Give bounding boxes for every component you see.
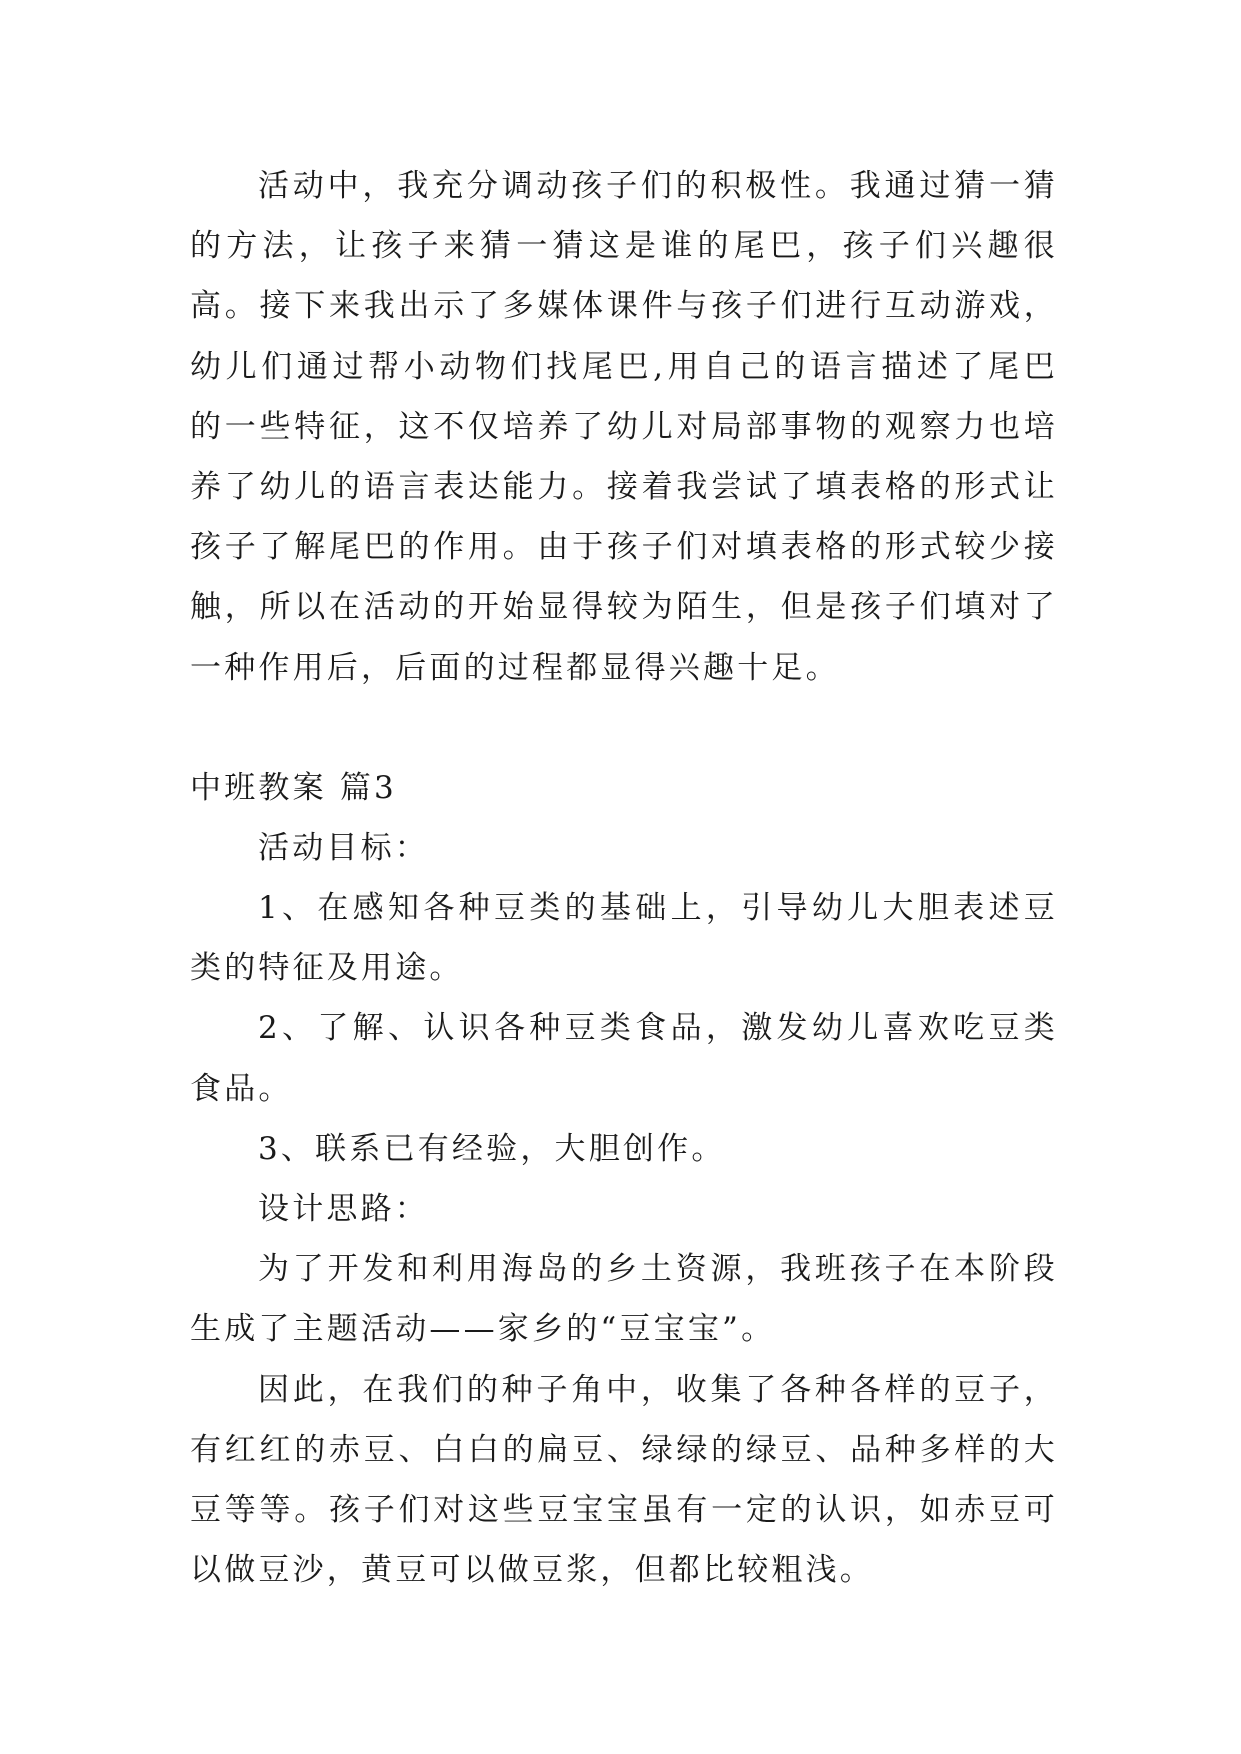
- goal-item-3: 3、联系已有经验，大胆创作。: [258, 1130, 726, 1167]
- section-heading: 中班教案 篇3: [190, 769, 397, 806]
- document-body: [190, 156, 1058, 1600]
- reflection-paragraph: 活动中，我充分调动孩子们的积极性。我通过猜一猜的方法，让孩子来猜一猜这是谁的尾巴，孩子们兴趣很高。接下来我出示了多媒体课件与孩子们进行互动游戏，幼儿们通过帮小动物们找尾巴,用自己的语言描述了尾巴的一些特征，这不仅培养了幼儿对局部事物的观察力也培养了幼儿的语言表达能力。接着我尝试了填表格的形式让孩子了解尾巴的作用。由于孩子们对填表格的形式较少接触，所以在活动的开始显得较为陌生，但是孩子们填对了一种作用后，后面的过程都显得兴趣十足。: [190, 168, 1058, 686]
- design-paragraph-1: 为了开发和利用海岛的乡土资源，我班孩子在本阶段生成了主题活动——家乡的“豆宝宝”。: [190, 1251, 1058, 1348]
- goals-label: 活动目标：: [258, 829, 429, 866]
- goal-item-2: 2、了解、认识各种豆类食品，激发幼儿喜欢吃豆类食品。: [190, 1010, 1058, 1107]
- design-label: 设计思路：: [258, 1191, 429, 1228]
- section-spacer: [190, 698, 1058, 758]
- goal-item-1: 1、在感知各种豆类的基础上，引导幼儿大胆表述豆类的特征及用途。: [190, 890, 1058, 987]
- design-paragraph-2: 因此，在我们的种子角中，收集了各种各样的豆子，有红红的赤豆、白白的扁豆、绿绿的绿豆、品种多样的大豆等等。孩子们对这些豆宝宝虽有一定的认识，如赤豆可以做豆沙，黄豆可以做豆浆，但都比较粗浅。: [190, 1371, 1058, 1589]
